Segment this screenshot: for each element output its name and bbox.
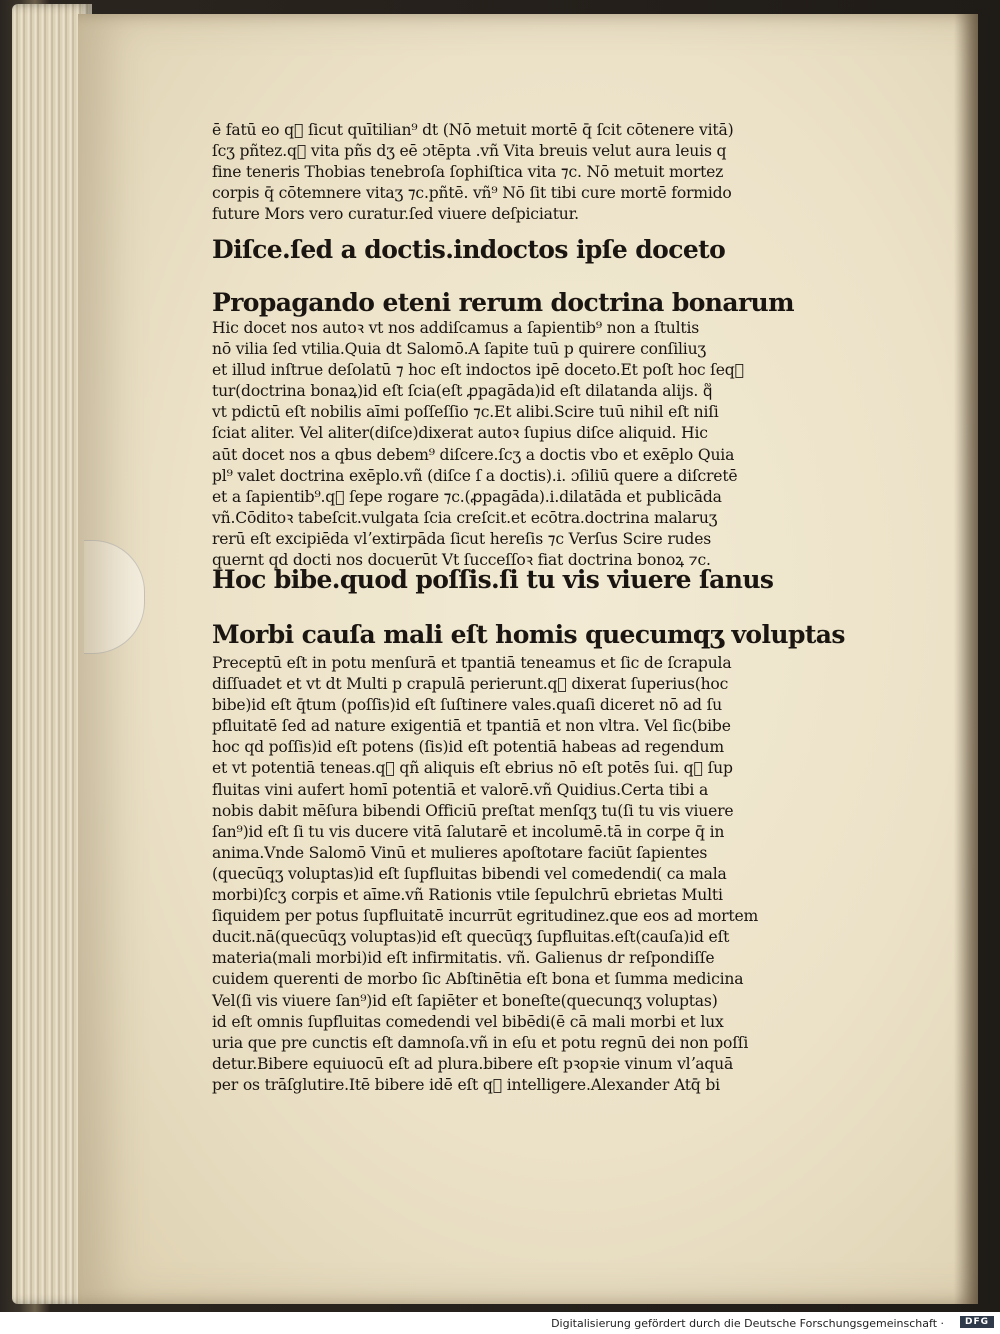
text-line: ſan⁹)id eſt ſi tu vis ducere vitā ſalutarē et incolumē.tā in corpe q̄ in (212, 822, 725, 841)
text-line: anima.Vnde Salomō Vinū et mulieres apoſtotare faciūt ſapientes (212, 843, 708, 862)
text-block-commentary-1 (212, 120, 733, 225)
text-line: morbi)ſcʒ corpis et aīme.vñ Rationis vtile ſepulchrū ebrietas Multi (212, 886, 723, 905)
text-line: ducit.nā(quecūqʒ voluptas)id eſt quecūqʒ ſupfluitas.eſt(cauſa)id eſt (212, 928, 730, 947)
text-line: future Mors vero curatur.ſed viuere deſpiciatur. (212, 205, 579, 224)
text-line: Hic docet nos autoꝛ vt nos addiſcamus a ſapientib⁹ non a ſtultis (212, 319, 700, 337)
text-line: vñ.Cōditoꝛ tabeſcit.vulgata ſcia creſcit.et ecōtra.doctrina malaruʒ (212, 508, 718, 527)
text-line: nobis dabit mēſura bibendi Officiū preſtat menſqʒ tu(ſi tu vis viuere (212, 801, 734, 820)
text-line: uria que pre cunctis eſt damnoſa.vñ in eſu et potu regnū dei non poſſi (212, 1033, 749, 1052)
show-through-text (883, 194, 973, 714)
text-block-commentary-3 (212, 653, 758, 1096)
text-line: Preceptū eſt in potu menſurā et tpantiā teneamus et ſic de ſcrapula (212, 654, 732, 672)
text-line: per os trāſglutire.Itē bibere idē eſt q᷑ intelligere.Alexander Atq̄ bi (212, 1075, 720, 1094)
text-block-commentary-2 (212, 318, 744, 571)
verse-heading-4: Morbi cauſa mali eſt homis quecumqʒ voluptas (212, 620, 845, 649)
funding-credit: Digitalisierung gefördert durch die Deutsche Forschungsgemeinschaft · (551, 1317, 944, 1330)
text-line: et vt potentiā teneas.q᷑ qñ aliquis eſt ebrius nō eſt potēs ſui. q᷑ ſup (212, 759, 733, 778)
digitization-footer (0, 1312, 1000, 1334)
text-line: et a ſapientib⁹.q᷑ ſepe rogare ⁊c.(ꝓpagāda).i.dilatāda et publicāda (212, 487, 722, 506)
text-line: ſiquidem per potus ſupfluitatē incurrūt egritudinez.que eos ad mortem (212, 907, 759, 926)
text-line: rerū eſt excipiēda vlʼextirpāda ſicut hereſis ⁊c Verſus Scire rudes (212, 529, 712, 548)
text-line: (quecūqʒ voluptas)id eſt ſupfluitas bibendi vel comedendi( ca mala (212, 864, 727, 883)
text-line: quernt qd docti nos docuerūt Vt ſucceſſoꝛ fiat doctrina bonoꝝ ⁊c. (212, 551, 711, 570)
text-line: aūt docet nos a qbus debem⁹ diſcere.ſcʒ a doctis vbo et exēplo Quia (212, 445, 735, 464)
text-line: detur.Bibere equiuocū eſt ad plura.bibere eſt pꝛopꝛie vinum vlʼaquā (212, 1054, 734, 1073)
text-line: hoc qd poſſis)id eſt potens (ſis)id eſt potentiā habeas ad regendum (212, 738, 724, 757)
text-line: et illud inſtrue deſolatū ⁊ hoc eſt indoctos ipē doceto.Et poſt hoc ſeq᷑ (212, 361, 744, 380)
text-line: fine teneris Thobias tenebroſa ſophiſtica vita ⁊c. Nō metuit mortez (212, 163, 724, 182)
text-line: Vel(ſi vis viuere ſan⁹)id eſt ſapiēter et boneſte(quecunqʒ voluptas) (212, 991, 718, 1010)
verse-heading-3: Hoc bibe.quod poſſis.ſi tu vis viuere ſanus (212, 565, 774, 594)
text-line: fluitas vini aufert homī potentiā et valorē.vñ Quidius.Certa tibi a (212, 780, 709, 799)
dfg-logo: DFG (960, 1316, 994, 1328)
text-line: pfluitatē ſed ad nature exigentiā et tpantiā et non vltra. Vel ſic(bibe (212, 717, 731, 736)
text-line: tur(doctrina bonaꝝ)id eſt ſcia(eſt ꝓpagāda)id eſt dilatanda alijs. q᷑ (212, 382, 713, 401)
text-line: materia(mali morbi)id eſt infirmitatis. vñ. Galienus dr reſpondiſſe (212, 949, 715, 968)
text-line: cuidem querenti de morbo ſic Abſtinētia eſt bona et ſumma medicina (212, 970, 744, 989)
text-line: bibe)id eſt q̄tum (poſſis)id eſt ſuſtinere vales.quaſi diceret nō ad ſu (212, 696, 723, 715)
text-line: id eſt omnis ſupfluitas comedendi vel bibēdi(ē cā mali morbi et lux (212, 1012, 724, 1031)
text-line: vt pdictū eſt nobilis aīmi poſſeſſio ⁊c.Et alibi.Scire tuū nihil eſt niſi (212, 403, 719, 422)
verse-heading-2: Propagando eteni rerum doctrina bonarum (212, 288, 794, 317)
text-line: pl⁹ valet doctrina exēplo.vñ (diſce ſ a doctis).i. ɔſiliū quere a diſcretē (212, 466, 738, 485)
verse-heading-1: Diſce.ſed a doctis.indoctos ipſe doceto (212, 235, 726, 264)
text-line: ē fatū eo q᷑ ſicut quītilian⁹ dt (Nō metuit mortē q̄ ſcit cōtenere vitā) (212, 121, 734, 139)
text-line: ſcʒ pñtez.q᷑ vita pñs dʒ eē ɔtēpta .vñ Vita breuis velut aura leuis q (212, 142, 727, 161)
text-line: ſciat aliter. Vel aliter(diſce)dixerat autoꝛ ſupius diſce aliquid. Hic (212, 424, 708, 443)
text-line: diſſuadet et vt dt Multi p crapulā perierunt.q᷑ dixerat ſuperius(hoc (212, 675, 729, 694)
text-line: nō vilia ſed vtilia.Quia dt Salomō.A ſapite tuū p quirere conſiliuʒ (212, 340, 707, 359)
text-line: corpis q̄ cōtemnere vitaʒ ⁊c.pñtē. vñ⁹ Nō ſit tibi cure mortē formido (212, 184, 732, 203)
